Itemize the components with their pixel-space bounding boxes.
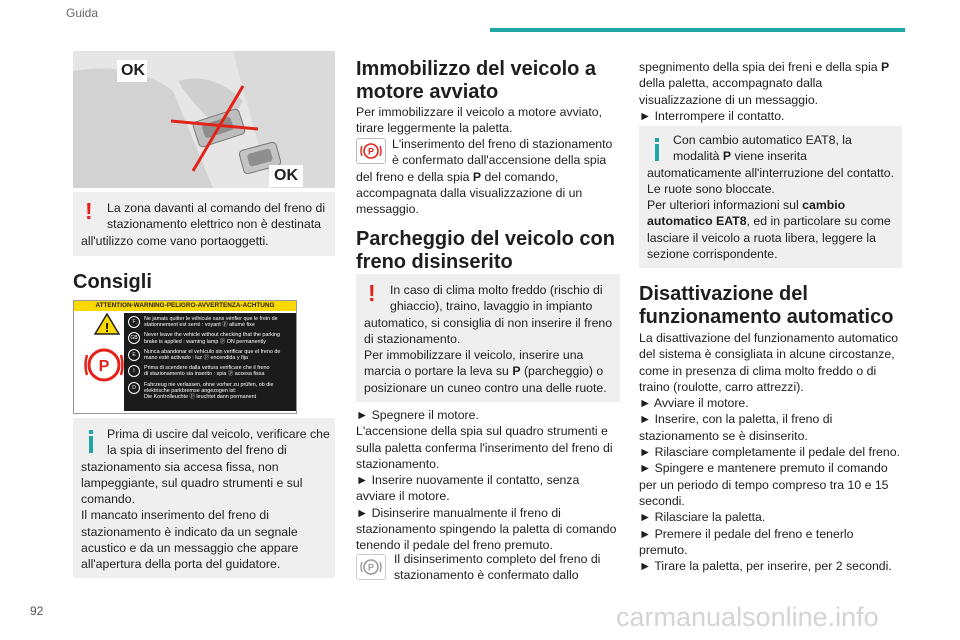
text-line: messaggio.	[356, 202, 419, 217]
info-box-1	[73, 418, 335, 578]
sticker-text: Fahrzeug nie verlassen, ohne vorher zu prüfen, ob die	[144, 381, 274, 388]
country-code: GB	[128, 332, 140, 344]
warning-icon: !	[368, 280, 376, 306]
info2-line: Le ruote sono bloccate.	[647, 181, 775, 196]
step-line: stazionamento spingendo la paletta di comando	[356, 522, 617, 537]
step-line: avviare il motore.	[356, 489, 450, 504]
step-line: ► Inserire, con la paletta, il freno di	[639, 412, 833, 427]
info2-line: Per ulteriori informazioni sul	[647, 198, 799, 213]
text-line: visualizzazione di un messaggio.	[639, 92, 819, 107]
step-line: L'accensione della spia sul quadro strumenti e	[356, 424, 608, 439]
info2-line: sezione corrispondente.	[647, 247, 778, 262]
warning-triangle-icon	[94, 313, 120, 335]
ok-label-bottom: OK	[274, 167, 298, 184]
text-line: spegnimento della spia dei freni e della spia	[639, 60, 878, 74]
para-immobilizzo	[356, 104, 621, 137]
info1-line: stazionamento è indicato da un segnale	[81, 524, 298, 539]
sticker-text: Nunca abandonar el vehículo sin verificar que el freno de	[144, 348, 281, 355]
info2-line: automaticamente all'interruzione del contatto.	[647, 165, 895, 180]
text-line: L'inserimento del freno di stazionamento	[392, 137, 613, 151]
warning2-line: In caso di clima molto freddo (rischio di	[390, 283, 603, 297]
step-line: secondi.	[639, 493, 685, 508]
text-line: è confermato dall'accensione della spia	[392, 153, 607, 168]
info1-line: Il mancato inserimento del freno di	[81, 508, 269, 523]
parking-brake-symbol	[357, 139, 385, 163]
heading-line: motore avviato	[356, 81, 499, 103]
text-line: Per immobilizzare il veicolo a motore avviato,	[356, 105, 603, 119]
info2-line: modalità	[673, 149, 720, 164]
svg-text:P: P	[367, 146, 375, 157]
country-code: F	[128, 316, 140, 328]
warning2-line: ghiaccio), traino, lavaggio in impianto	[390, 299, 593, 314]
para-disinserimento	[394, 551, 629, 584]
heading-consigli: Consigli	[73, 271, 152, 293]
info2-line: viene inserita	[734, 149, 807, 164]
text-line: accompagnata dalla visualizzazione di un	[356, 185, 583, 200]
info1-line: lampeggiante, sul quadro strumenti e sul	[81, 475, 303, 490]
sticker-text: mano esté activado : luz ⓟ encendida y fija	[144, 355, 248, 362]
text-line: tirare leggermente la paletta.	[356, 121, 513, 136]
sticker-text: Never leave the vehicle without checking that the parking	[144, 332, 281, 339]
step-line: ► Spegnere il motore.	[356, 408, 479, 422]
step-line: sulla paletta conferma l'inserimento del freno di	[356, 440, 613, 455]
p-symbol: P	[512, 364, 521, 379]
step-line: stazionamento.	[356, 456, 440, 471]
text-line: del comando,	[484, 169, 559, 184]
text-line: traino (roulotte, carro attrezzi).	[639, 379, 804, 394]
step-line: ► Inserire nuovamente il contatto, senza	[356, 473, 580, 488]
text-line: della paletta, accompagnato dalla	[639, 76, 823, 91]
step-line: ► Disinserire manualmente il freno di	[356, 505, 561, 520]
svg-text:P: P	[367, 562, 375, 573]
step-line: ► Avviare il motore.	[639, 396, 749, 411]
step-line: ► Spingere e mantenere premuto il comando	[639, 461, 888, 476]
text-line: come in presenza di clima molto freddo o di	[639, 363, 877, 378]
sticker-text: di stazionamento sia inserito : spia ⓟ accesa fissa	[144, 371, 265, 378]
info2-line: lasciare il veicolo a ruota libera, leggere la	[647, 230, 876, 245]
sticker-text: stationnement est serré : voyant ⓟ allumé fixe	[144, 322, 255, 329]
info1-line: acustico e da un messaggio che appare	[81, 541, 299, 556]
heading-line: Immobilizzo del veicolo a	[356, 58, 597, 80]
step-line: ► Tirare la paletta, per inserire, per 2 secondi.	[639, 559, 892, 574]
p-symbol: P	[472, 169, 482, 184]
ok-label-top: OK	[121, 62, 145, 79]
warning-box-2	[356, 274, 620, 402]
steps-middle	[356, 407, 626, 554]
sticker-row	[128, 332, 296, 344]
heading-disattivazione	[639, 283, 893, 329]
para-disattivazione	[639, 330, 914, 574]
sticker-row	[128, 316, 296, 328]
para-inserimento	[392, 136, 627, 169]
warning2-line: posizionare un cuneo contro una delle ruote.	[364, 380, 607, 395]
text-line: del freno e della spia	[356, 169, 470, 184]
info2-line: , ed in particolare su come	[746, 214, 891, 229]
step-line: per un periodo di tempo compreso tra 10 e 15	[639, 477, 889, 492]
step-line: premuto.	[639, 542, 688, 557]
warning2-line: di stazionamento.	[364, 331, 461, 346]
info-box-2	[639, 126, 902, 268]
step-line: ► Premere il pedale del freno e tenerlo	[639, 526, 854, 541]
sticker-text: elektrische parkbremse angezogen ist:	[144, 387, 237, 394]
sticker-text: Prima di scendere dalla vettura verificare che il freno	[144, 365, 270, 372]
country-code: I	[128, 365, 140, 377]
step-line: ► Rilasciare completamente il pedale del freno.	[639, 445, 900, 460]
warning-box-1	[73, 192, 335, 256]
parking-brake-red-icon	[84, 345, 124, 385]
sticker-text-panel	[124, 313, 296, 411]
info1-line: la spia di inserimento del freno di	[107, 443, 287, 458]
warning2-line: (parcheggio) o	[523, 364, 604, 379]
info2-line: Con cambio automatico EAT8, la	[673, 133, 852, 147]
para-spegnimento	[639, 59, 909, 124]
info1-line: all'apertura della porta del guidatore.	[81, 557, 281, 572]
text-line: stazionamento è confermato dallo	[394, 568, 579, 583]
heading-line: Parcheggio del veicolo con	[356, 228, 615, 250]
info1-line: comando.	[81, 492, 136, 507]
info1-line: Prima di uscire dal veicolo, verificare che	[107, 427, 330, 441]
step-line: ► Rilasciare la paletta.	[639, 510, 766, 525]
parking-brake-icon	[356, 138, 386, 164]
info2-bold: cambio	[802, 198, 846, 213]
header-accent-bar	[490, 28, 905, 32]
sticker-row	[128, 349, 296, 361]
heading-parcheggio	[356, 228, 615, 274]
sticker-text: brake is applied : warning lamp ⓟ ON permanently	[144, 338, 266, 345]
heading-immobilizzo	[356, 58, 596, 104]
section-title: Guida	[66, 6, 99, 20]
warning-icon: !	[85, 198, 93, 224]
text-line: La disattivazione del funzionamento automatico	[639, 331, 899, 345]
step-line: tenendo il pedale del freno premuto.	[356, 538, 553, 553]
warning1-line: La zona davanti al comando del freno di	[107, 201, 326, 215]
step-line: ► Interrompere il contatto.	[639, 108, 785, 123]
country-code: E	[128, 349, 140, 361]
country-code: D	[128, 382, 140, 394]
sticker-text: Ne jamais quitter le véhicule sans vérifier que le frein de	[144, 316, 278, 322]
svg-text:P: P	[98, 358, 110, 375]
parking-brake-figure	[73, 51, 335, 188]
p-symbol: P	[722, 149, 732, 164]
sticker-row	[128, 382, 296, 401]
sticker-header: ATTENTION-WARNING-PELIGRO-AVVERTENZA-ACHTUNG	[74, 301, 296, 311]
text-line: del sistema è consigliata in alcune circostanze,	[639, 347, 895, 362]
sticker-text: Die Kontrolleuchte ⓟ leuchtet dann permanent	[144, 394, 257, 401]
page-number: 92	[30, 604, 44, 618]
info-icon	[655, 138, 659, 161]
para-inserimento-cont	[356, 169, 621, 218]
watermark: carmanualsonline.info	[616, 602, 879, 632]
parking-brake-symbol	[357, 555, 385, 579]
warning2-line: Per immobilizzare il veicolo, inserire una	[364, 348, 584, 363]
heading-line: funzionamento automatico	[639, 306, 894, 328]
heading-line: freno disinserito	[356, 251, 513, 273]
warning1-line: stazionamento elettrico non è destinata	[107, 217, 321, 232]
heading-line: Disattivazione del	[639, 283, 808, 305]
warning-label-sticker	[73, 300, 297, 414]
info1-line: stazionamento sia accesa fissa, non	[81, 459, 279, 474]
sticker-row	[128, 365, 296, 377]
p-symbol: P	[881, 60, 890, 74]
parking-brake-grey-icon	[356, 554, 386, 580]
warning1-line: all'utilizzo come vano portaoggetti.	[81, 233, 269, 248]
warning2-line: automatico, si consiglia di non inserire il freno	[364, 315, 613, 330]
warning2-line: marcia o portare la leva su	[364, 364, 509, 379]
svg-text:!: !	[104, 320, 110, 335]
info-icon	[89, 430, 93, 453]
text-line: Il disinserimento completo del freno di	[394, 552, 601, 566]
info2-bold: automatico EAT8	[647, 214, 747, 229]
step-line: stazionamento se è disinserito.	[639, 428, 808, 443]
